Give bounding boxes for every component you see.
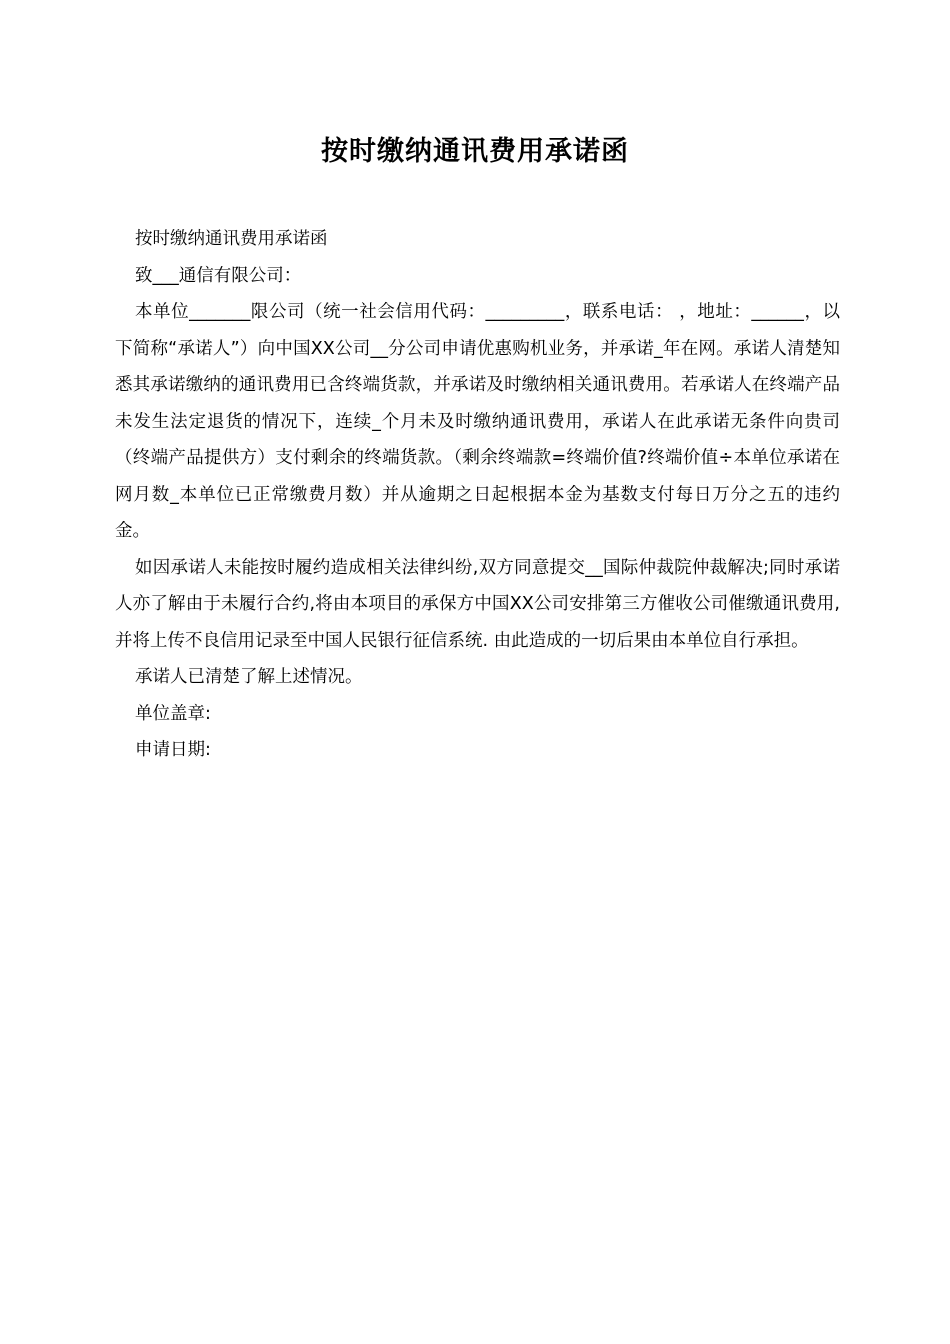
paragraph-addressee: 致___通信有限公司： [135,265,302,286]
document-title: 按时缴纳通讯费用承诺函 [321,136,629,167]
paragraph-acknowledgement: 承诺人已清楚了解上述情况。 [135,667,363,687]
document-body [115,221,840,769]
paragraph-seal-line: 单位盖章: [135,703,211,724]
paragraph-heading-repeat: 按时缴纳通讯费用承诺函 [135,229,328,249]
paragraph-dispute-resolution: 如因承诺人未能按时履约造成相关法律纠纷,双方同意提交__国际仲裁院仲裁解决;同时承诺人亦了解由于未履行合约,将由本项目的承保方中国XX公司安排第三方催收公司催缴通讯费用,并将上传不良信用记录至中国人民银行征信系统. 由此造成的一切后果由本单位自行承担。 [115,557,840,651]
paragraph-date-line: 申请日期: [135,740,211,760]
paragraph-commitment: 本单位_______限公司（统一社会信用代码：_________，联系电话： ，地址：______，以下简称“承诺人”）向中国XX公司__分公司申请优惠购机业务，并承诺_年在网。承诺人清楚知悉其承诺缴纳的通讯费用已含终端货款，并承诺及时缴纳相关通讯费用。若承诺人在终端产品未发生法定退货的情况下，连续_个月未及时缴纳通讯费用，承诺人在此承诺无条件向贵司（终端产品提供方）支付剩余的终端货款。（剩余终端款=终端价值?终端价值÷本单位承诺在网月数_本单位已正常缴费月数）并从逾期之日起根据本金为基数支付每日万分之五的违约金。 [115,302,840,541]
